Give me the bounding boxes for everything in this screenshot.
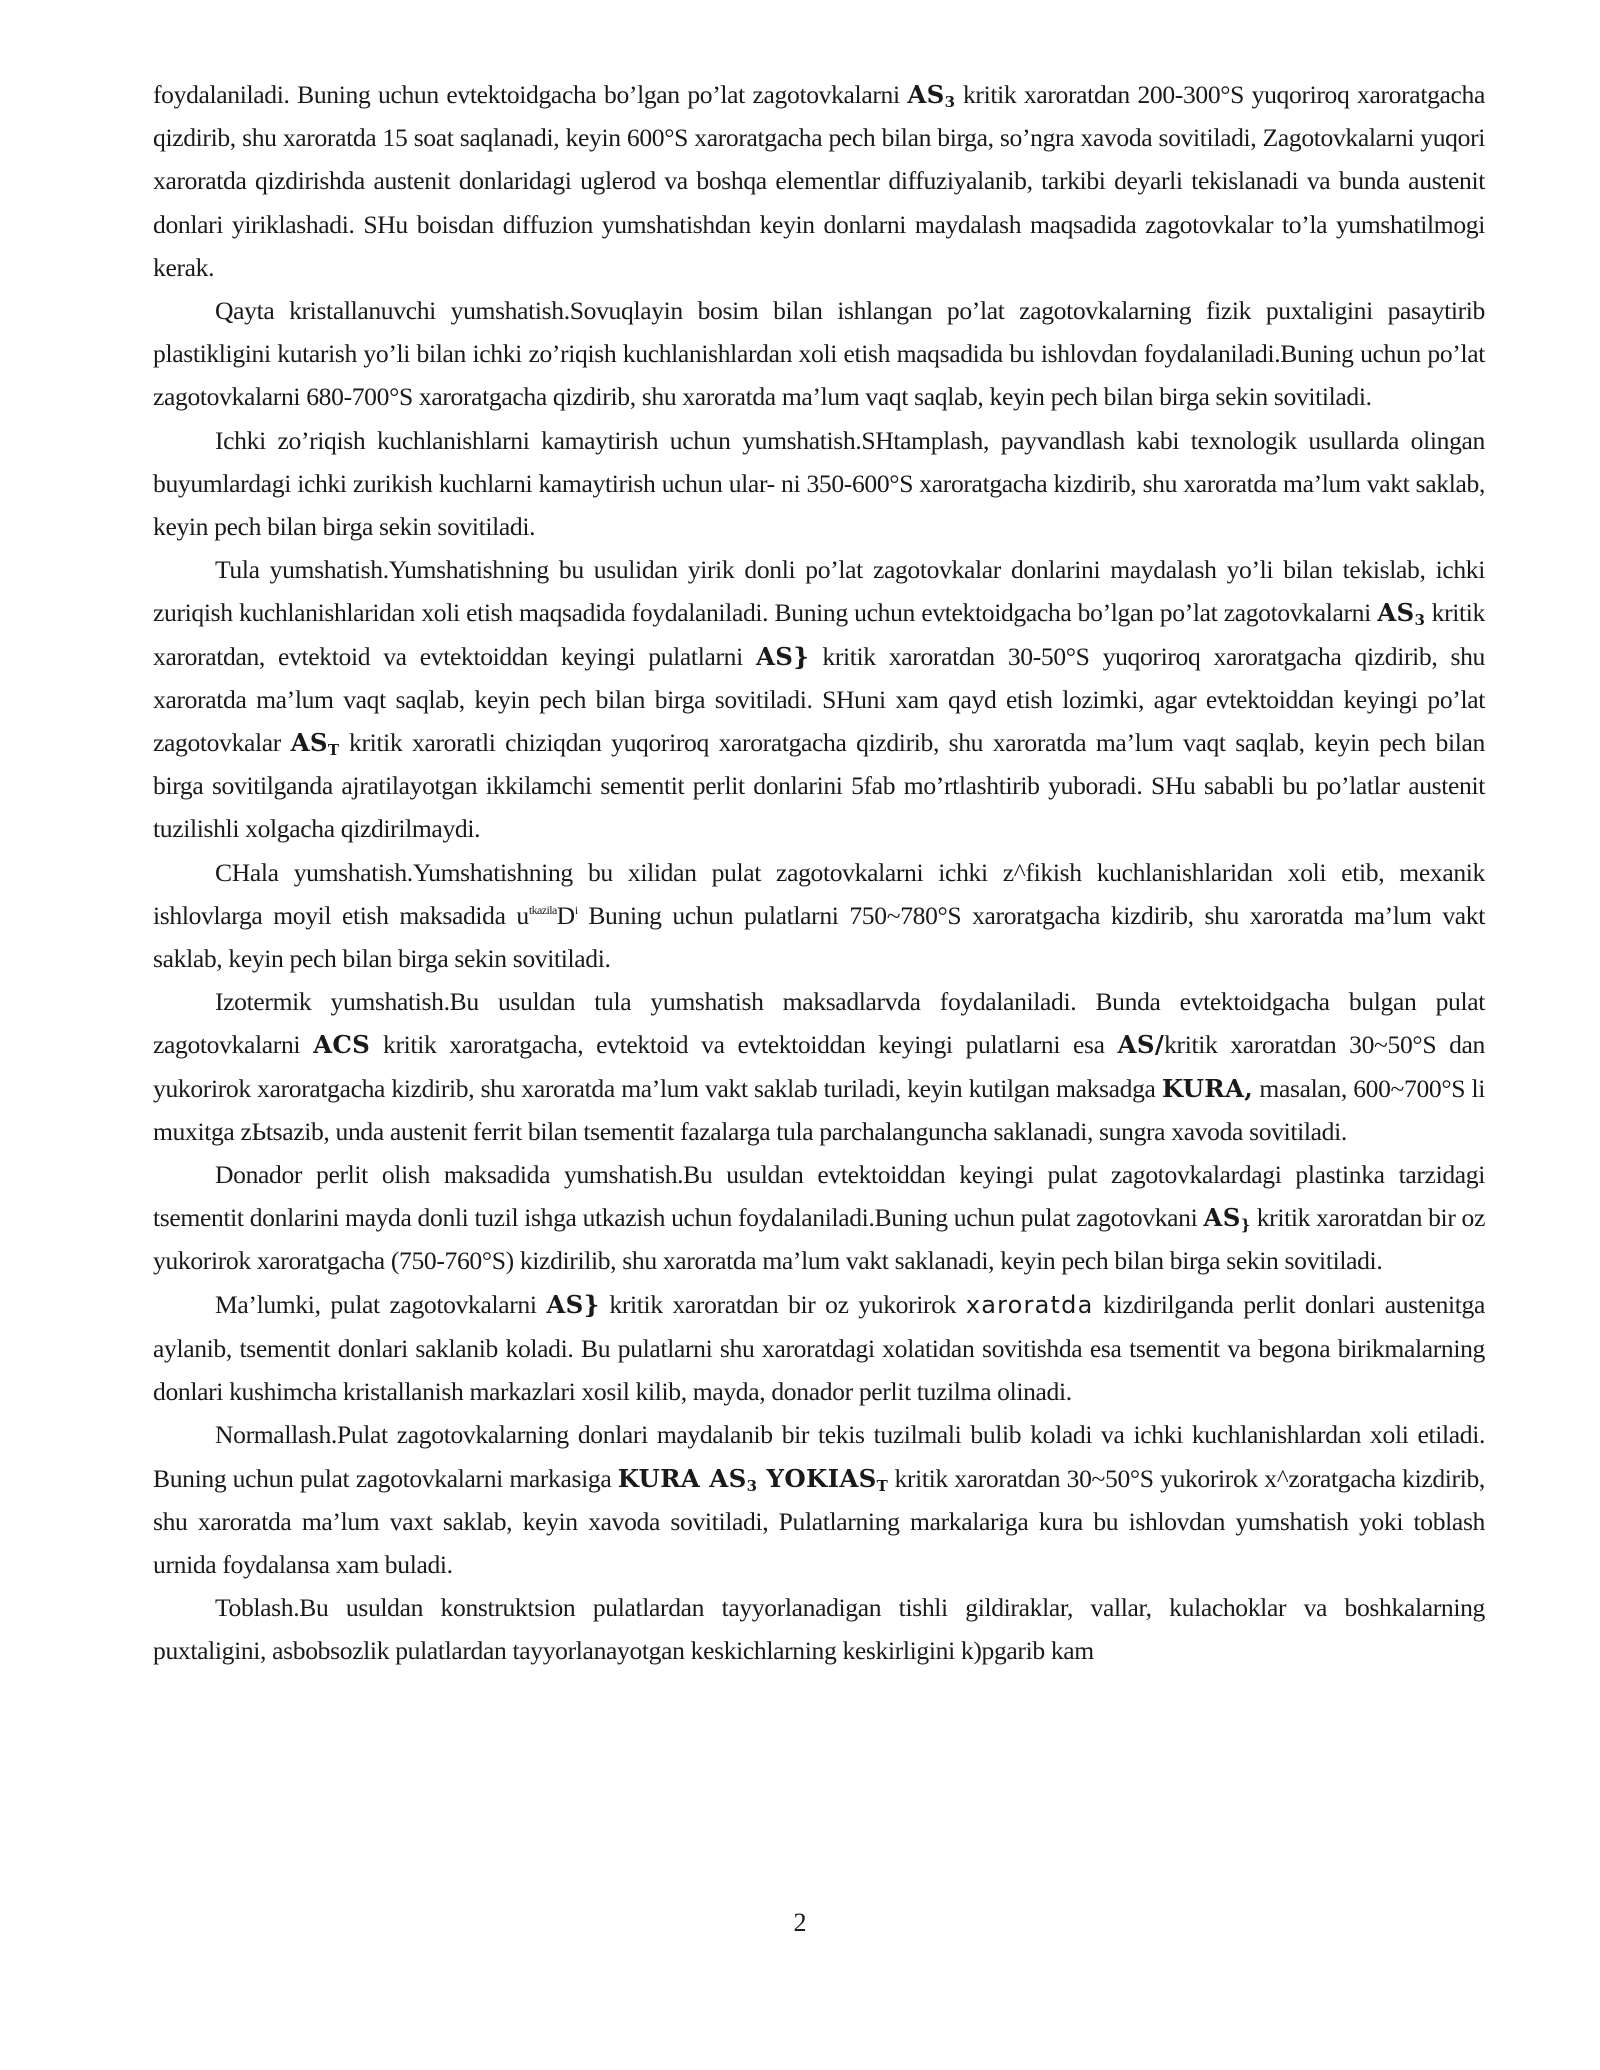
text-run: kizdirilganda perlit donlari austenitga aylanib, tsementit donlari saklanib koladi. Bu pulatlarni shu xaroratdagi xolatidan sovitishda esa tsementit va begona birikmalarning donlari kushimcha kristallanish markazlari xosil kilib, mayda, donador perlit tuzilma olinadi. [153, 1289, 1485, 1407]
text-run: kritik xaroratdan 30~50°S dan yukorirok xaroratgacha kizdirib, shu xaroratda ma’lum vakt saklab turiladi, keyin kutilgan maksadga [153, 1030, 1485, 1103]
text-run: Qayta kristallanuvchi yumshatish.Sovuqlayin bosim bilan ishlangan po’lat zagotovkalarning fizik puxtaligini pasaytirib plastikligini kutarish yo’li bilan ichki zo’riqish kuchlanishlardan xoli etish maqsadida bu ishlovdan foydalaniladi.Buning uchun po’lat zagotovkalarni 680-700°S xaroratgacha qizdirib, shu xaroratda ma’lum vaqt saqlab, keyin pech bilan birga sekin sovitiladi. [153, 296, 1485, 412]
text-run: kritik xaroratgacha, evtektoid va evtektoiddan keyingi pulatlarni esa [370, 1030, 1118, 1060]
text-run: kritik xaroratdan, evtektoid va evtektoiddan keyingi pulatlarni [153, 598, 1485, 671]
paragraph-granular-pearlite-annealing [153, 1153, 1485, 1283]
text-run: CHala yumshatish.Yumshatishning bu xilidan pulat zagotovkalarni ichki z^fikish kuchlanishlaridan xoli etib, mexanik ishlovlarga moyil etish maksadida u [153, 857, 1485, 930]
critical-point-label: $AS_{\}}$ [1203, 1203, 1251, 1235]
critical-point-label: ACS [313, 1030, 371, 1060]
paragraph-isothermal-annealing [153, 980, 1485, 1153]
critical-point-label: $AS_3$ [1377, 598, 1426, 630]
paragraph-granular-pearlite-explanation [153, 1283, 1485, 1414]
text-run: Ma’lumki, pulat zagotovkalarni [215, 1289, 547, 1319]
critical-point-label: $AS_T$ [290, 728, 340, 760]
superscript-fragment: tkazila [528, 902, 557, 917]
paragraph-diffusion-continued [153, 73, 1485, 289]
text-run: kritik xaroratdan 30~50°S yukorirok x^zoratgacha kizdirib, shu xaroratda ma’lum vaxt saklab, keyin xavoda sovitiladi, Pulatlarning markalariga kura bu ishlovdan yumshatish yoki toblash urnida foydalansa xam buladi. [153, 1463, 1485, 1579]
document-page [153, 73, 1485, 1673]
text-run: foydalaniladi. Buning uchun evtektoidgacha bo’lgan po’lat zagotovkalarni [153, 80, 908, 109]
paragraph-full-annealing [153, 548, 1485, 850]
text-run: Izotermik yumshatish.Bu usuldan tula yumshatish maksadlarvda foydalaniladi. Bunda evtektoidgacha bulgan pulat zagotovkalarni [153, 987, 1485, 1060]
critical-point-label: $AS_3$ [907, 80, 956, 111]
critical-point-label: AS} [546, 1289, 600, 1319]
text-run: Toblash.Bu usuldan konstruktsion pulatlardan tayyorlanadigan tishli gildiraklar, vallar, kulachoklar va boshkalarning puxtaligini, asbobsozlik pulatlardan tayyorlanayotgan keskichlarning keskirligini k)pgarib kam [153, 1593, 1485, 1666]
critical-point-label: AS/ [1117, 1030, 1165, 1060]
text-run: Donador perlit olish maksadida yumshatish.Bu usuldan evtektoiddan keyingi pulat zagotovkalardagi plastinka tarzidagi tsementit donlarini mayda donli tuzil ishga utkazish uchun foydalaniladi.Buning uchun pulat zagotovkani [153, 1160, 1485, 1233]
page-number: 2 [793, 1908, 807, 1937]
paragraph-stress-relief-annealing [153, 419, 1485, 549]
critical-point-label: AS} [755, 641, 810, 671]
bold-term: KURA, [1161, 1073, 1254, 1103]
text-run: Ichki zo’riqish kuchlanishlarni kamaytirish uchun yumshatish.SHtamplash, payvandlash kabi texnologik usullarda olingan buyumlardagi ichki zurikish kuchlarni kamaytirish uchun ular- ni 350-600°S xaroratgacha kizdirib, shu xaroratda ma’lum vakt saklab, keyin pech bilan birga sekin sovitiladi. [153, 425, 1485, 542]
superscript-fragment: i [574, 902, 578, 917]
text-run-sans: xaroratda [965, 1290, 1094, 1319]
text-run: Normallash.Pulat zagotovkalarning donlari maydalanib bir tekis tuzilmali bulib koladi va ichki kuchlanishlardan xoli etiladi. Buning uchun pulat zagotovkalarni markasiga [153, 1420, 1485, 1493]
critical-point-label: KURA $AS_3$ $YOKIAS_T$ [617, 1463, 889, 1495]
paragraph-normalizing [153, 1413, 1485, 1586]
text-run: masalan, 600~700°S li muxitga zЬtsazib, unda austenit ferrit bilan tsementit fazalarga tula parchalanguncha saklanadi, sungra xavoda sovitiladi. [153, 1073, 1485, 1146]
paragraph-recrystallization-annealing [153, 289, 1485, 419]
text-run: Buning uchun pulatlarni 750~780°S xaroratgacha kizdirib, shu xaroratda ma’lum vakt saklab, keyin pech bilan birga sekin sovitiladi. [153, 900, 1485, 974]
text-run: Tula yumshatish.Yumshatishning bu usulidan yirik donli po’lat zagotovkalar donlarini maydalash yo’li bilan tekislab, ichki zuriqish kuchlanishlaridan xoli etish maqsadida foydalaniladi. Buning uchun evtektoidgacha bo’lgan po’lat zagotovkalarni [153, 555, 1485, 628]
text-run: kritik xaroratdan 200-300°S yuqoriroq xaroratgacha qizdirib, shu xaroratda 15 soat saqlanadi, keyin 600°S xaroratgacha pech bilan birga, so’ngra xavoda sovitiladi, Zagotovkalarni yuqori xaroratda qizdirishda austenit donlaridagi uglerod va boshqa elementlar diffuziyalanib, tarkibi deyarli tekislanadi va bunda austenit donlari yiriklashadi. SHu boisdan diffuzion yumshatishdan keyin donlarni maydalash maqsadida zagotovkalar to’la yumshatilmogi kerak. [153, 80, 1485, 282]
text-run: kritik xaroratli chiziqdan yuqoriroq xaroratgacha qizdirib, shu xaroratda ma’lum vaqt saqlab, keyin pech bilan birga sovitilganda ajratilayotgan ikkilamchi sementit perlit donlarini 5fab mo’rtlashtirib yuboradi. SHu sababli bu po’latlar austenit tuzilishli xolgacha qizdirilmaydi. [153, 728, 1485, 844]
text-run: kritik xaroratdan bir oz yukorirok xaroratgacha (750-760°S) kizdirilib, shu xaroratda ma’lum vakt saklanadi, keyin pech bilan birga sekin sovitiladi. [153, 1203, 1485, 1276]
paragraph-quenching [153, 1586, 1485, 1672]
text-run: kritik xaroratdan 30-50°S yuqoriroq xaroratgacha qizdirib, shu xaroratda ma’lum vaqt saqlab, keyin pech bilan birga sovitiladi. SHuni xam qayd etish lozimki, agar evtektoiddan keyingi po’lat zagotovkalar [153, 641, 1485, 758]
text-run: D [556, 900, 575, 930]
text-run: kritik xaroratdan bir oz yukorirok [599, 1289, 966, 1319]
paragraph-partial-annealing [153, 851, 1485, 981]
